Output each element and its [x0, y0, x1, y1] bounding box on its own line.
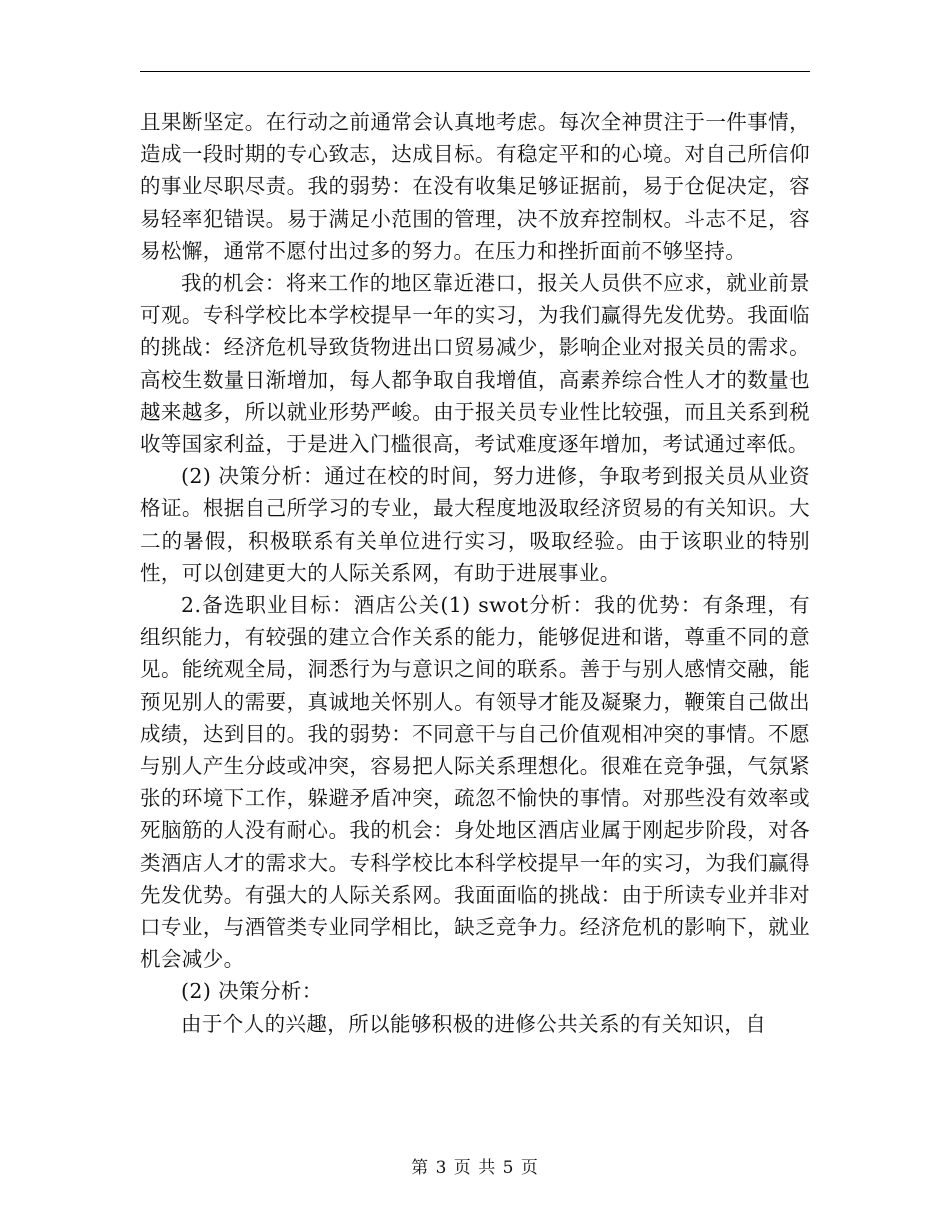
- paragraph-decision-analysis-1: (2) 决策分析：通过在校的时间，努力进修，争取考到报关员从业资格证。根据自己所学习的专业，最大程度地汲取经济贸易的有关知识。大二的暑假，积极联系有关单位进行实习，吸取经验。由于该职业的特别性，可以创建更大的人际关系网，有助于进展事业。: [140, 464, 810, 585]
- document-body: [140, 106, 810, 1040]
- paragraph-strengths-weaknesses: 且果断坚定。在行动之前通常会认真地考虑。每次全神贯注于一件事情，造成一段时期的专心致志，达成目标。有稳定平和的心境。对自己所信仰的事业尽职尽责。我的弱势：在没有收集足够证据前，易于仓促决定，容易轻率犯错误。易于满足小范围的管理，决不放弃控制权。斗志不足，容易松懈，通常不愿付出过多的努力。在压力和挫折面前不够坚持。: [140, 110, 810, 263]
- paragraph-decision-analysis-2-heading: (2) 决策分析：: [181, 979, 323, 1004]
- header-divider: [140, 71, 810, 72]
- paragraph-opportunities-challenges: 我的机会：将来工作的地区靠近港口，报关人员供不应求，就业前景可观。专科学校比本学校提早一年的实习，为我们赢得先发优势。我面临的挑战：经济危机导致货物进出口贸易减少，影响企业对报关员的需求。高校生数量日渐增加，每人都争取自我增值，高素养综合性人才的数量也越来越多，所以就业形势严峻。由于报关员专业性比较强，而且关系到税收等国家利益，于是进入门槛很高，考试难度逐年增加，考试通过率低。: [140, 271, 810, 457]
- paragraph-decision-analysis-2-body: 由于个人的兴趣，所以能够积极的进修公共关系的有关知识，自: [181, 1011, 767, 1036]
- paragraph-alternative-goal-swot: 2.备选职业目标：酒店公关(1) swot分析：我的优势：有条理，有组织能力，有较强的建立合作关系的能力，能够促进和谐，尊重不同的意见。能统观全局，洞悉行为与意识之间的联系。善于与别人感情交融，能预见别人的需要，真诚地关怀别人。有领导才能及凝聚力，鞭策自己做出成绩，达到目的。我的弱势：不同意干与自己价值观相冲突的事情。不愿与别人产生分歧或冲突，容易把人际关系理想化。很难在竞争强，气氛紧张的环境下工作，躲避矛盾冲突，疏忽不愉快的事情。对那些没有效率或死脑筋的人没有耐心。我的机会：身处地区酒店业属于刚起步阶段，对各类酒店人才的需求大。专科学校比本科学校提早一年的实习，为我们赢得先发优势。有强大的人际关系网。我面面临的挑战：由于所读专业并非对口专业，与酒管类专业同学相比，缺乏竞争力。经济危机的影响下，就业机会减少。: [140, 593, 810, 972]
- page-number-footer: 第 3 页 共 5 页: [411, 1158, 539, 1178]
